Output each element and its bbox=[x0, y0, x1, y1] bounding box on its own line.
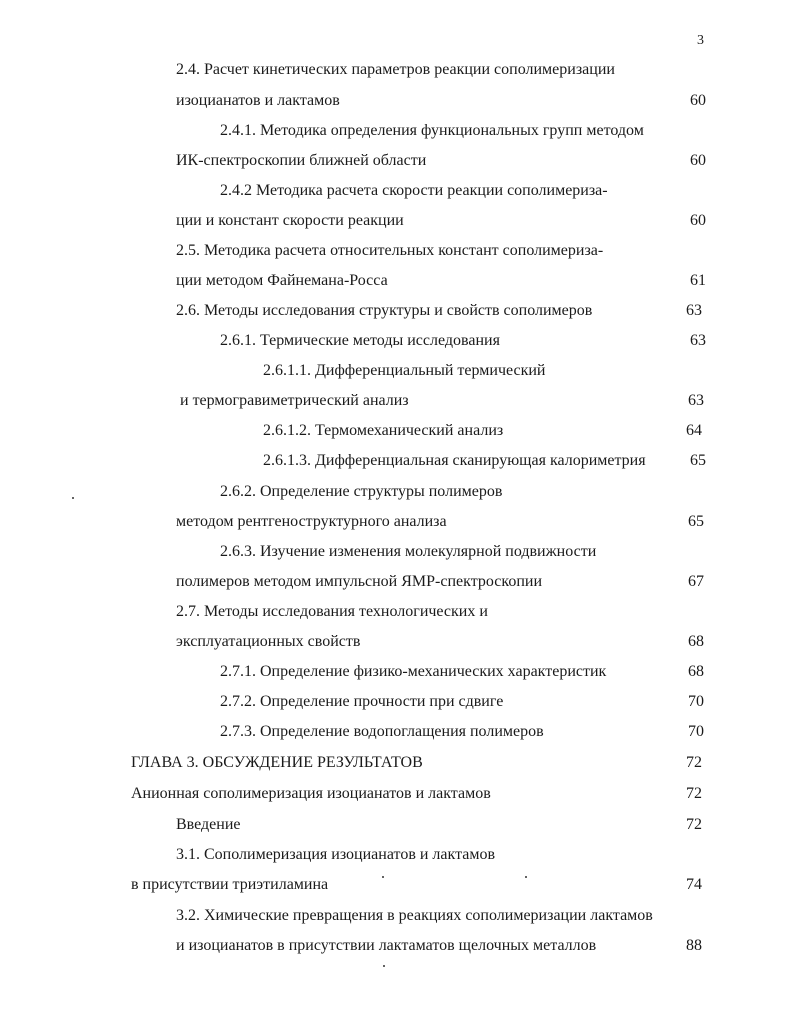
toc-line: ции и констант скорости реакции bbox=[176, 212, 404, 229]
chapter-heading: ГЛАВА 3. ОБСУЖДЕНИЕ РЕЗУЛЬТАТОВ bbox=[131, 754, 423, 771]
toc-line: 2.7.3. Определение водопоглащения полимеров bbox=[220, 723, 544, 740]
toc-line: полимеров методом импульсной ЯМР-спектроскопии bbox=[176, 573, 543, 590]
toc-line: 2.6.1.1. Дифференциальный термический bbox=[263, 362, 546, 379]
toc-page-number: 63 bbox=[690, 332, 706, 349]
scan-speck bbox=[72, 497, 74, 499]
toc-line: методом рентгеноструктурного анализа bbox=[176, 513, 447, 530]
toc-line: 2.6.1.3. Дифференциальная сканирующая калориметрия bbox=[263, 452, 646, 469]
toc-page-number: 63 bbox=[686, 302, 702, 319]
toc-page-number: 72 bbox=[686, 816, 702, 833]
scan-speck bbox=[382, 876, 384, 878]
toc-line: 2.6.1.2. Термомеханический анализ bbox=[263, 422, 504, 439]
toc-page-number: 70 bbox=[688, 693, 704, 710]
toc-page-number: 65 bbox=[688, 513, 704, 530]
toc-line: 2.4.1. Методика определения функциональных групп методом bbox=[220, 122, 644, 139]
toc-page-number: 65 bbox=[690, 452, 706, 469]
toc-line: 2.7. Методы исследования технологических и bbox=[176, 603, 488, 620]
toc-page-number: 70 bbox=[688, 723, 704, 740]
toc-line: 2.6.2. Определение структуры полимеров bbox=[220, 483, 503, 500]
toc-page-number: 64 bbox=[686, 422, 702, 439]
toc-page-number: 60 bbox=[690, 152, 706, 169]
toc-line: 3.1. Сополимеризация изоцианатов и лактамов bbox=[176, 846, 496, 863]
toc-page-number: 60 bbox=[690, 212, 706, 229]
toc-page-number: 68 bbox=[688, 663, 704, 680]
toc-page-number: 68 bbox=[688, 633, 704, 650]
toc-page-number: 74 bbox=[686, 876, 702, 893]
toc-page-number: 63 bbox=[688, 392, 704, 409]
toc-line: 3.2. Химические превращения в реакциях сополимеризации лактамов bbox=[176, 907, 653, 924]
toc-page-number: 67 bbox=[688, 573, 704, 590]
toc-page-number: 88 bbox=[686, 937, 702, 954]
toc-line: 2.6. Методы исследования структуры и свойств сополимеров bbox=[176, 302, 593, 319]
toc-line: ции методом Файнемана-Росса bbox=[176, 272, 388, 289]
toc-line: 2.7.1. Определение физико-механических характеристик bbox=[220, 663, 607, 680]
toc-line: 2.6.3. Изучение изменения молекулярной подвижности bbox=[220, 543, 597, 560]
toc-line: и термогравиметрический анализ bbox=[180, 392, 409, 409]
toc-line: Анионная сополимеризация изоцианатов и лактамов bbox=[131, 785, 491, 802]
toc-page-number: 61 bbox=[690, 272, 706, 289]
toc-line: и изоцианатов в присутствии лактаматов щелочных металлов bbox=[176, 937, 597, 954]
toc-line: 2.6.1. Термические методы исследования bbox=[220, 332, 500, 349]
toc-line: ИК-спектроскопии ближней области bbox=[176, 152, 427, 169]
toc-page-number: 72 bbox=[686, 754, 702, 771]
toc-page-number: 60 bbox=[690, 92, 706, 109]
scan-speck bbox=[383, 965, 385, 967]
toc-line: в присутствии триэтиламина bbox=[131, 876, 329, 893]
toc-line: 2.4.2 Методика расчета скорости реакции сополимериза- bbox=[220, 182, 608, 199]
toc-line: 2.5. Методика расчета относительных констант сополимериза- bbox=[176, 242, 604, 259]
scan-speck bbox=[525, 876, 527, 878]
toc-line: изоцианатов и лактамов bbox=[176, 92, 340, 109]
toc-line: 2.4. Расчет кинетических параметров реакции сополимеризации bbox=[176, 61, 615, 78]
toc-line: Введение bbox=[176, 816, 241, 833]
toc-page-number: 72 bbox=[686, 785, 702, 802]
page-number: 3 bbox=[697, 33, 704, 48]
toc-line: 2.7.2. Определение прочности при сдвиге bbox=[220, 693, 504, 710]
toc-line: эксплуатационных свойств bbox=[176, 633, 361, 650]
